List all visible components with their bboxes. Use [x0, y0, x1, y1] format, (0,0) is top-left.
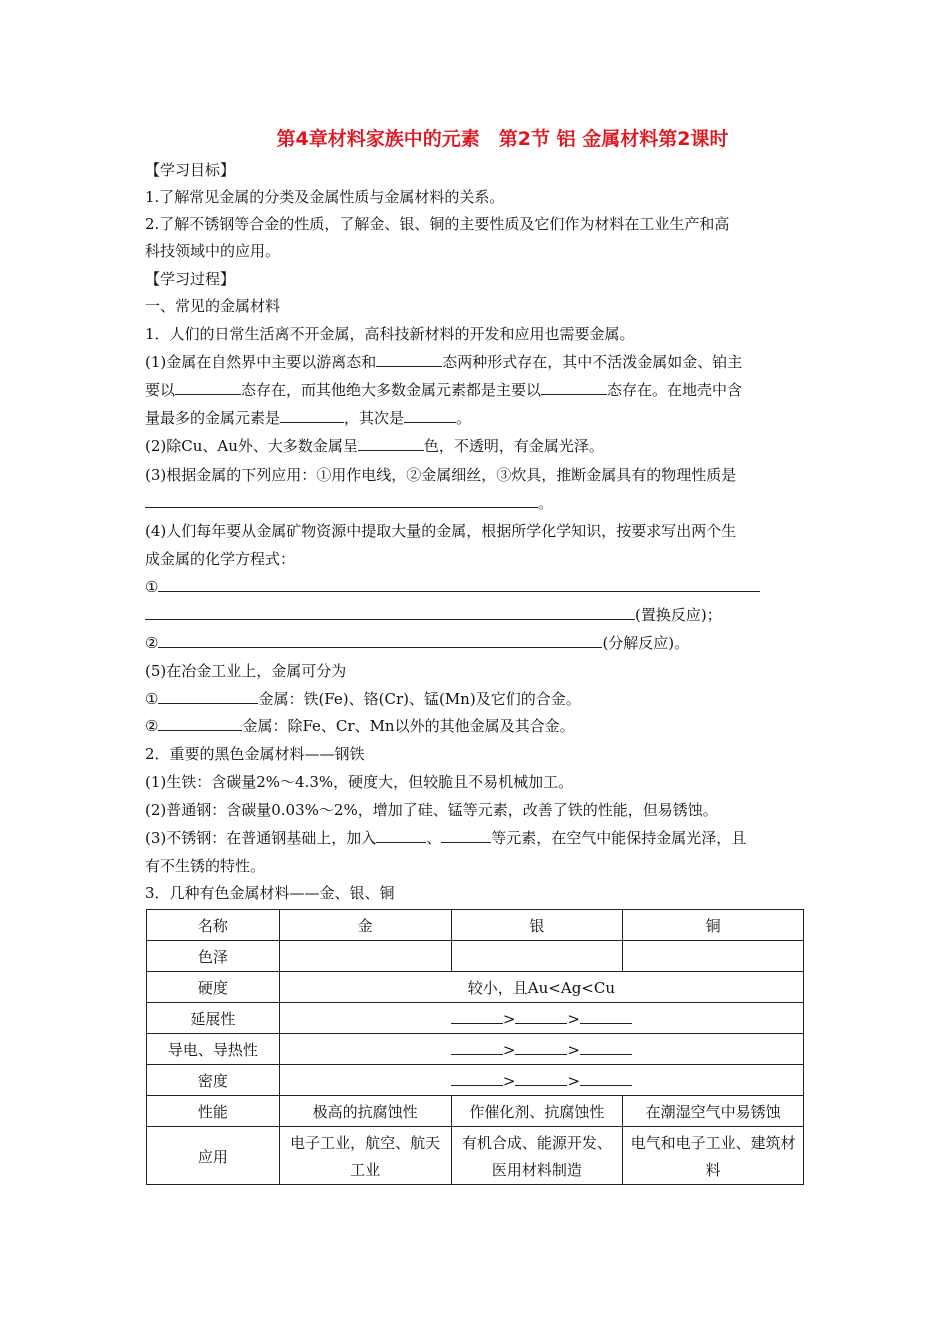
row-label: 硬度	[147, 972, 280, 1003]
question-5-item-1	[145, 689, 805, 709]
q5-item-1-text: 金属：铁(Fe)、铬(Cr)、锰(Mn)及它们的合金。	[258, 690, 581, 708]
answer-blank[interactable]	[158, 577, 760, 592]
stainless-sep: 、	[426, 829, 442, 847]
header-silver: 银	[451, 910, 623, 941]
gt-sign: >	[502, 1072, 516, 1090]
circle-number-2: ②	[145, 717, 159, 735]
answer-blank[interactable]	[145, 493, 538, 508]
q1-text-g: ，其次是	[344, 409, 405, 427]
page-title: 第4章材料家族中的元素 第2节 铝 金属材料第2课时	[276, 128, 729, 150]
q1-text-e: 态存在。在地壳中含	[607, 381, 743, 399]
table-row-hardness	[147, 972, 804, 1003]
answer-blank[interactable]	[158, 716, 242, 731]
q2-text-b: 色，不透明，有金属光泽。	[423, 437, 604, 455]
header-copper: 铜	[623, 910, 804, 941]
objective-2-line-1: 2.了解不锈钢等合金的性质，了解金、银、铜的主要性质及它们作为材料在工业生产和高	[145, 215, 730, 233]
objective-1: 1.了解常见金属的分类及金属性质与金属材料的关系。	[145, 188, 505, 206]
q5-item-2-text: 金属：除Fe、Cr、Mn以外的其他金属及其合金。	[242, 717, 575, 735]
stainless-steel-line-1	[145, 828, 805, 848]
gt-sign: >	[502, 1010, 516, 1028]
answer-blank[interactable]	[404, 408, 456, 423]
metal-properties-table	[146, 909, 804, 1185]
circle-number-1: ①	[145, 690, 159, 708]
answer-blank[interactable]	[451, 1040, 503, 1055]
table-cell-empty[interactable]	[279, 941, 451, 972]
pig-iron: (1)生铁：含碳量2%～4.3%，硬度大，但较脆且不易机械加工。	[145, 773, 574, 791]
row-label: 导电、导热性	[147, 1034, 280, 1065]
answer-blank[interactable]	[158, 633, 602, 648]
gt-sign: >	[502, 1041, 516, 1059]
hardness-value: 较小，且Au<Ag<Cu	[279, 972, 803, 1003]
q1-text-f: 量最多的金属元素是	[145, 409, 281, 427]
question-3: (3)根据金属的下列应用：①用作电线，②金属细丝，③炊具，推断金属具有的物理性质是	[145, 466, 737, 484]
row-label: 延展性	[147, 1003, 280, 1034]
gt-sign: >	[567, 1072, 580, 1090]
circle-number-1: ①	[145, 578, 159, 596]
replacement-reaction-label: (置换反应)；	[635, 606, 722, 624]
answer-blank[interactable]	[515, 1071, 567, 1086]
comparison-cell	[279, 1034, 803, 1065]
q1-text-a: (1)金属在自然界中主要以游离态和	[145, 353, 377, 371]
table-row-application	[147, 1127, 804, 1185]
question-3-answer	[145, 493, 805, 513]
question-1-line-2	[145, 380, 805, 400]
stainless-text-a: (3)不锈钢：在普通钢基础上，加入	[145, 829, 377, 847]
answer-blank[interactable]	[158, 689, 258, 704]
copper-property: 在潮湿空气中易锈蚀	[623, 1096, 804, 1127]
row-label: 色泽	[147, 941, 280, 972]
row-label: 应用	[147, 1127, 280, 1185]
section-1-heading: 一、常见的金属材料	[145, 297, 281, 315]
equation-1-line-2	[145, 605, 805, 625]
ordinary-steel: (2)普通钢：含碳量0.03%～2%，增加了硅、锰等元素，改善了铁的性能，但易锈蚀。	[145, 801, 718, 819]
q2-text-a: (2)除Cu、Au外、大多数金属呈	[145, 437, 358, 455]
answer-blank[interactable]	[580, 1009, 632, 1024]
comparison-cell	[279, 1003, 803, 1034]
silver-property: 作催化剂、抗腐蚀性	[451, 1096, 623, 1127]
process-heading: 【学习过程】	[145, 270, 236, 288]
q1-text-h: 。	[456, 409, 472, 427]
item-3: 3．几种有色金属材料——金、银、铜	[145, 884, 395, 902]
answer-blank[interactable]	[451, 1009, 503, 1024]
answer-blank[interactable]	[451, 1071, 503, 1086]
question-5-item-2	[145, 716, 805, 736]
item-1: 1．人们的日常生活离不开金属，高科技新材料的开发和应用也需要金属。	[145, 325, 635, 343]
table-cell-empty[interactable]	[451, 941, 623, 972]
table-row-property	[147, 1096, 804, 1127]
q3-end: 。	[538, 494, 554, 512]
objective-2-line-2: 科技领域中的应用。	[145, 242, 281, 260]
objectives-heading: 【学习目标】	[145, 161, 236, 179]
table-cell-empty[interactable]	[623, 941, 804, 972]
comparison-cell	[279, 1065, 803, 1096]
equation-2	[145, 633, 805, 653]
header-name: 名称	[147, 910, 280, 941]
row-label: 密度	[147, 1065, 280, 1096]
question-4-line-1: (4)人们每年要从金属矿物资源中提取大量的金属，根据所学化学知识，按要求写出两个生	[145, 522, 737, 540]
header-gold: 金	[279, 910, 451, 941]
answer-blank[interactable]	[515, 1009, 567, 1024]
silver-application: 有机合成、能源开发、医用材料制造	[451, 1127, 623, 1185]
table-header-row	[147, 910, 804, 941]
table-row-color	[147, 941, 804, 972]
stainless-steel-line-2: 有不生锈的特性。	[145, 857, 266, 875]
stainless-text-b: 等元素，在空气中能保持金属光泽，且	[491, 829, 747, 847]
q1-text-b: 态两种形式存在，其中不活泼金属如金、铂主	[442, 353, 743, 371]
table-row-density	[147, 1065, 804, 1096]
gt-sign: >	[567, 1041, 580, 1059]
question-1-line-1	[145, 352, 805, 372]
answer-blank[interactable]	[541, 380, 607, 395]
equation-1-line-1	[145, 577, 805, 597]
question-1-line-3	[145, 408, 805, 428]
answer-blank[interactable]	[145, 605, 635, 620]
answer-blank[interactable]	[441, 828, 491, 843]
answer-blank[interactable]	[376, 352, 442, 367]
question-5: (5)在冶金工业上，金属可分为	[145, 662, 347, 680]
answer-blank[interactable]	[580, 1071, 632, 1086]
q1-text-c: 要以	[145, 381, 176, 399]
gold-property: 极高的抗腐蚀性	[279, 1096, 451, 1127]
gt-sign: >	[567, 1010, 580, 1028]
item-2: 2．重要的黑色金属材料——钢铁	[145, 745, 365, 763]
answer-blank[interactable]	[175, 380, 241, 395]
circle-number-2: ②	[145, 634, 159, 652]
answer-blank[interactable]	[358, 436, 424, 451]
answer-blank[interactable]	[376, 828, 426, 843]
decomposition-reaction-label: (分解反应)。	[602, 634, 690, 652]
question-2	[145, 436, 805, 456]
table-row-ductility	[147, 1003, 804, 1034]
copper-application: 电气和电子工业、建筑材料	[623, 1127, 804, 1185]
question-4-line-2: 成金属的化学方程式：	[145, 550, 296, 568]
row-label: 性能	[147, 1096, 280, 1127]
table-row-conductivity	[147, 1034, 804, 1065]
answer-blank[interactable]	[515, 1040, 567, 1055]
gold-application: 电子工业，航空、航天工业	[279, 1127, 451, 1185]
q1-text-d: 态存在，而其他绝大多数金属元素都是主要以	[241, 381, 542, 399]
answer-blank[interactable]	[280, 408, 344, 423]
answer-blank[interactable]	[580, 1040, 632, 1055]
